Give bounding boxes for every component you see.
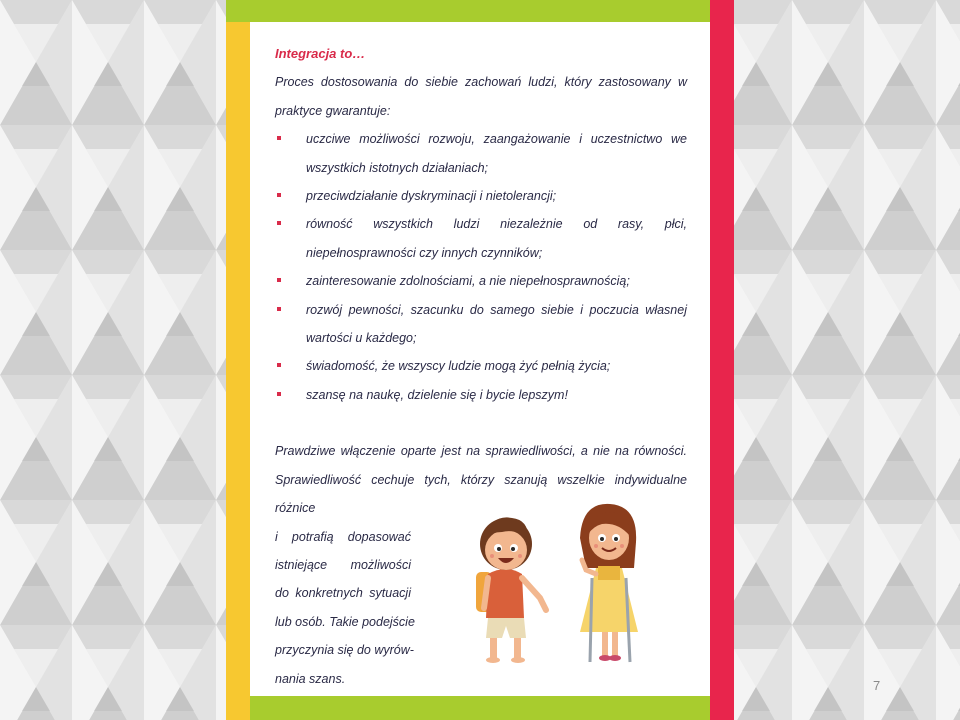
bullet-icon — [277, 136, 281, 140]
right-color-bar — [710, 0, 734, 720]
list-item: szansę na naukę, dzielenie się i bycie lepszym! — [275, 381, 687, 409]
bullet-icon — [277, 193, 281, 197]
bullet-icon — [277, 392, 281, 396]
closing-paragraph-continued — [275, 523, 415, 693]
bullet-icon — [277, 307, 281, 311]
left-color-bar — [226, 22, 250, 720]
closing-line: przyczynia się do wyrów- — [275, 643, 414, 658]
closing-line: lub osób. Takie podejście — [275, 614, 415, 629]
page-number: 7 — [873, 678, 881, 693]
closing-line: i potrafią dopasować — [275, 529, 411, 544]
list-item: równość wszystkich ludzi niezależnie od rasy, płci, niepełnosprawności czy innych czynników; — [275, 210, 687, 267]
list-item: rozwój pewności, szacunku do samego siebie i poczucia własnej wartości u każdego; — [275, 296, 687, 353]
intro-paragraph: Proces dostosowania do siebie zachowań ludzi, który zastosowany w praktyce gwarantuje: — [275, 75, 687, 118]
list-item: zainteresowanie zdolnościami, a nie niepełnosprawnością; — [275, 267, 687, 295]
list-item: świadomość, że wszyscy ludzie mogą żyć pełnią życia; — [275, 352, 687, 380]
bullet-icon — [277, 278, 281, 282]
top-color-bar — [226, 0, 710, 22]
girl-with-crutches-illustration — [580, 504, 638, 662]
closing-paragraph: Prawdziwe włączenie oparte jest na sprawiedliwości, a nie na równości. Sprawiedliwość cechuje tych, którzy szanują wszelkie indywidualne różnice — [275, 444, 687, 516]
boy-with-backpack-illustration — [476, 517, 546, 663]
benefits-list — [275, 125, 687, 409]
list-item: uczciwe możliwości rozwoju, zaangażowanie i uczestnictwo we wszystkich istotnych działaniach; — [275, 125, 687, 182]
bullet-icon — [277, 221, 281, 225]
closing-line: do konkretnych sytuacji — [275, 586, 411, 601]
bullet-icon — [277, 363, 281, 367]
closing-line: nania szans. — [275, 671, 346, 686]
bottom-color-bar — [250, 696, 710, 720]
children-illustration — [462, 498, 642, 666]
closing-line: istniejące możliwości — [275, 557, 411, 572]
section-heading: Integracja to… — [275, 46, 366, 61]
list-item: przeciwdziałanie dyskryminacji i nietolerancji; — [275, 182, 687, 210]
document-page — [226, 0, 734, 720]
